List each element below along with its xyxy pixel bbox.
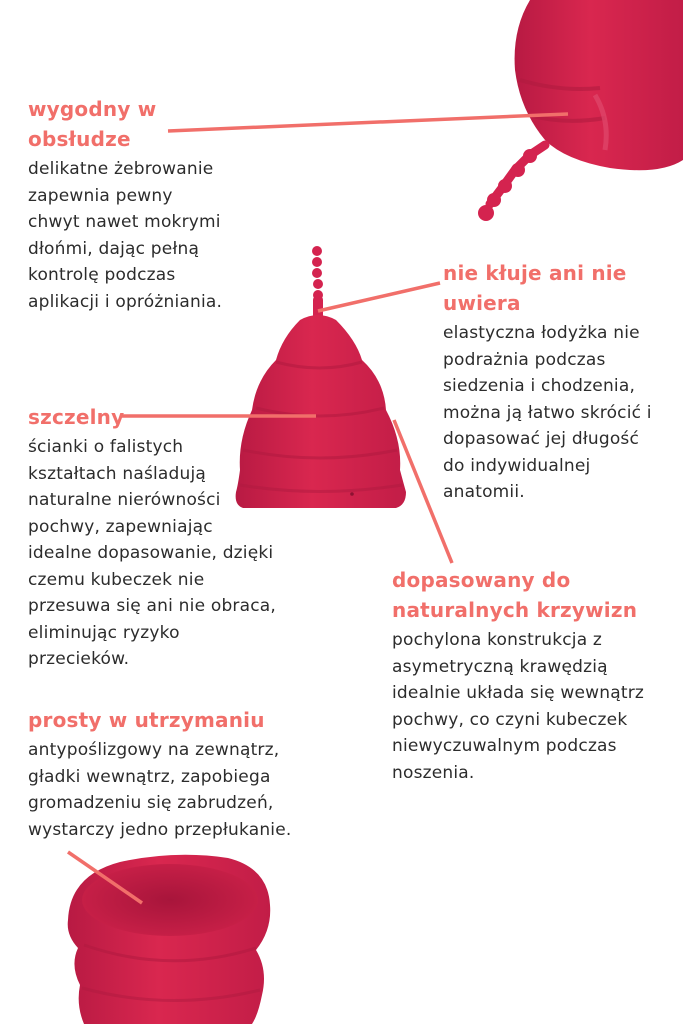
pointer-line-grip [168,114,568,131]
feature-care-title: prosty w utrzymaniu [28,708,265,732]
feature-stem [443,258,652,506]
feature-grip-title: wygodny w obsłudze [28,97,157,151]
feature-shape-text: pochylona konstrukcja z asymetryczną krawędzią idealnie układa się wewnątrz pochwy, co czyni kubeczek niewyczuwalnym podczas noszenia. [392,630,645,783]
feature-care [28,705,292,843]
feature-seal-text: ścianki o falistych kształtach naśladują naturalne nierówności pochwy, zapewniając idealne dopasowanie, dzięki czemu kubeczek nie przesuwa się ani nie obraca, eliminując ryzyko przecieków. [28,437,277,669]
feature-stem-title: nie kłuje ani nie uwiera [443,261,627,315]
bottom-cup-image [68,855,271,1024]
feature-seal [28,402,276,673]
pointer-line-stem [318,283,440,311]
feature-care-text: antypoślizgowy na zewnątrz, gładki wewnątrz, zapobiega gromadzeniu się zabrudzeń, wystarczy jedno przepłukanie. [28,740,292,840]
feature-grip [28,94,222,315]
top-cup-image [478,0,683,221]
feature-seal-title: szczelny [28,405,125,429]
feature-shape [392,565,644,786]
feature-grip-text: delikatne żebrowanie zapewnia pewny chwyt nawet mokrymi dłońmi, dając pełną kontrolę podczas aplikacji i opróżniania. [28,159,223,312]
feature-stem-text: elastyczna łodyżka nie podrażnia podczas siedzenia i chodzenia, można ją łatwo skrócić i dopasować jej długość do indywidualnej anatomii. [443,323,652,502]
feature-shape-title: dopasowany do naturalnych krzywizn [392,568,638,622]
